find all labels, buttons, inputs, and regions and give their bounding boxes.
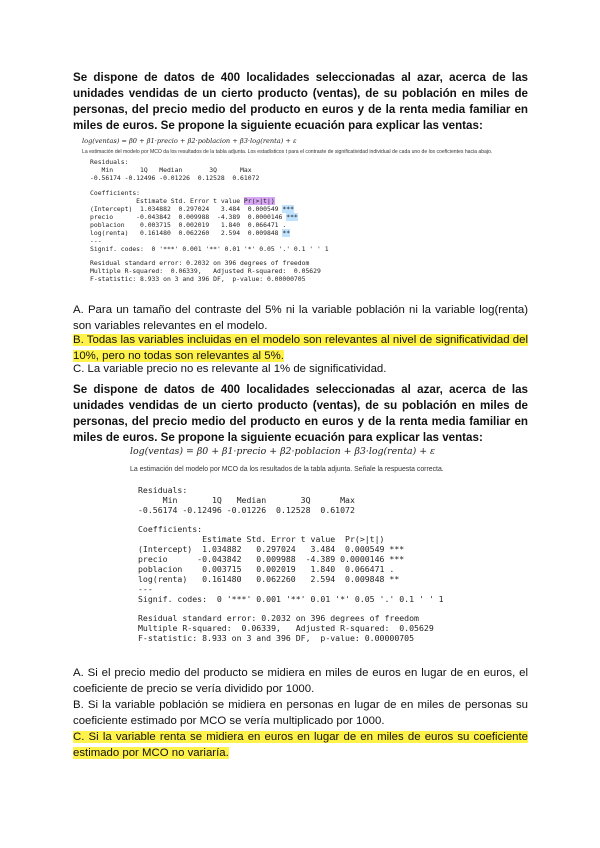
pvalue-header-selected: Pr(>|t|) [243,197,275,205]
dashes: --- [138,584,153,594]
question1-option-b [73,332,528,364]
question1-option-c: C. La variable precio no es relevante al 1% de significatividad. [73,363,387,375]
row-precio: precio -0.043842 0.009988 -4.389 0.0000146 [90,213,283,221]
residuals-values: -0.56174 -0.12496 -0.01226 0.12528 0.61072 [90,174,260,182]
row-precio: precio -0.043842 0.009988 -4.389 0.0000146 *** [138,554,405,564]
question2-option-a: A. Si el precio medio del producto se midiera en miles de euros en lugar de en euros, el coeficiente de precio se vería dividido por 1000. [73,667,528,695]
row-renta: log(renta) 0.161480 0.062260 2.594 0.009848 [90,229,279,237]
coefficients-title: Coefficients: [90,189,141,197]
row-poblacion: poblacion 0.003715 0.002019 1.840 0.066471 . [138,564,395,574]
question2-option-c [73,729,528,761]
f-statistic: F-statistic: 8.933 on 3 and 396 DF, p-value: 0.00000705 [90,275,306,283]
f-statistic: F-statistic: 8.933 on 3 and 396 DF, p-value: 0.00000705 [138,633,415,643]
estimation-note: La estimación del modelo por MCO da los resultados de la tabla adjunta. Señale la respuesta correcta. [130,466,444,473]
row-precio-stars: *** [286,213,298,221]
residual-standard-error: Residual standard error: 0.2032 on 396 degrees of freedom [138,613,419,623]
signif-codes: Signif. codes: 0 '***' 0.001 '**' 0.01 '*' 0.05 '.' 0.1 ' ' 1 [90,245,329,253]
question1-option-a: A. Para un tamaño del contraste del 5% ni la variable población ni la variable log(renta) son variables relevantes en el modelo. [73,304,528,332]
residuals-header: Min 1Q Median 3Q Max [138,495,355,505]
question1-option-b-text: B. Todas las variables incluidas en el modelo son relevantes al nivel de significatividad del 10%, pero no todas son relevantes al 5%. [73,334,528,362]
row-renta-stars: ** [282,229,291,237]
signif-codes: Signif. codes: 0 '***' 0.001 '**' 0.01 '*' 0.05 '.' 0.1 ' ' 1 [138,594,444,604]
coefficients-title: Coefficients: [138,524,203,534]
row-intercept: (Intercept) 1.034882 0.297024 3.484 0.000549 [90,205,279,213]
regression-output-image-2-footer [130,614,520,644]
model-formula: log(ventas) = β0 + β1·precio + β2·poblacion + β3·log(renta) + ε [130,446,436,457]
question1-intro: Se dispone de datos de 400 localidades seleccionadas al azar, acerca de las unidades vendidas de un cierto producto (ventas), de su población en miles de personas, del precio medio del producto en euros y de la renta media familiar en miles de euros. Se propone la siguiente ecuación para explicar las ventas: [73,71,528,132]
residual-standard-error: Residual standard error: 0.2032 on 396 degrees of freedom [90,259,310,267]
row-renta: log(renta) 0.161480 0.062260 2.594 0.009848 ** [138,574,400,584]
regression-output-image-2 [130,446,520,606]
table-row [90,230,290,238]
residuals-title: Residuals: [138,485,188,495]
r-squared: Multiple R-squared: 0.06339, Adjusted R-squared: 0.05629 [90,267,321,275]
r-squared: Multiple R-squared: 0.06339, Adjusted R-squared: 0.05629 [138,623,434,633]
row-poblacion: poblacion 0.003715 0.002019 1.840 0.066471 . [90,221,287,229]
row-intercept: (Intercept) 1.034882 0.297024 3.484 0.000549 *** [138,544,405,554]
question2-option-b: B. Si la variable población se midiera en personas en lugar de en miles de personas su coeficiente estimado por MCO se vería multiplicado por 1000. [73,699,528,727]
question2-option-c-text: C. Si la variable renta se midiera en euros en lugar de en miles de euros su coeficiente estimado por MCO no variaría. [73,731,528,759]
model-formula: log(ventas) = β0 + β1·precio + β2·poblacion + β3·log(renta) + ε [82,137,297,145]
coefficients-header: Estimate Std. Error t value Pr(>|t|) [138,534,385,544]
residuals-title: Residuals: [90,158,129,166]
residuals-header: Min 1Q Median 3Q Max [90,166,252,174]
regression-output-image-1 [82,137,512,297]
estimation-note: La estimación del modelo por MCO da los resultados de la tabla adjunta. Los estadísticos t para el contraste de significatividad individual de cada uno de los coeficientes hacia abajo. [82,149,493,155]
row-intercept-stars: *** [282,205,294,213]
question2-intro: Se dispone de datos de 400 localidades seleccionadas al azar, acerca de las unidades vendidas de un cierto producto (ventas), de su población en miles de personas, del precio medio del producto en euros y de la renta media familiar en miles de euros. Se propone la siguiente ecuación para explicar las ventas: [73,383,528,444]
dashes: --- [90,237,102,245]
residuals-values: -0.56174 -0.12496 -0.01226 0.12528 0.61072 [138,505,355,515]
coef-header-cols: Estimate Std. Error t value [90,197,241,205]
